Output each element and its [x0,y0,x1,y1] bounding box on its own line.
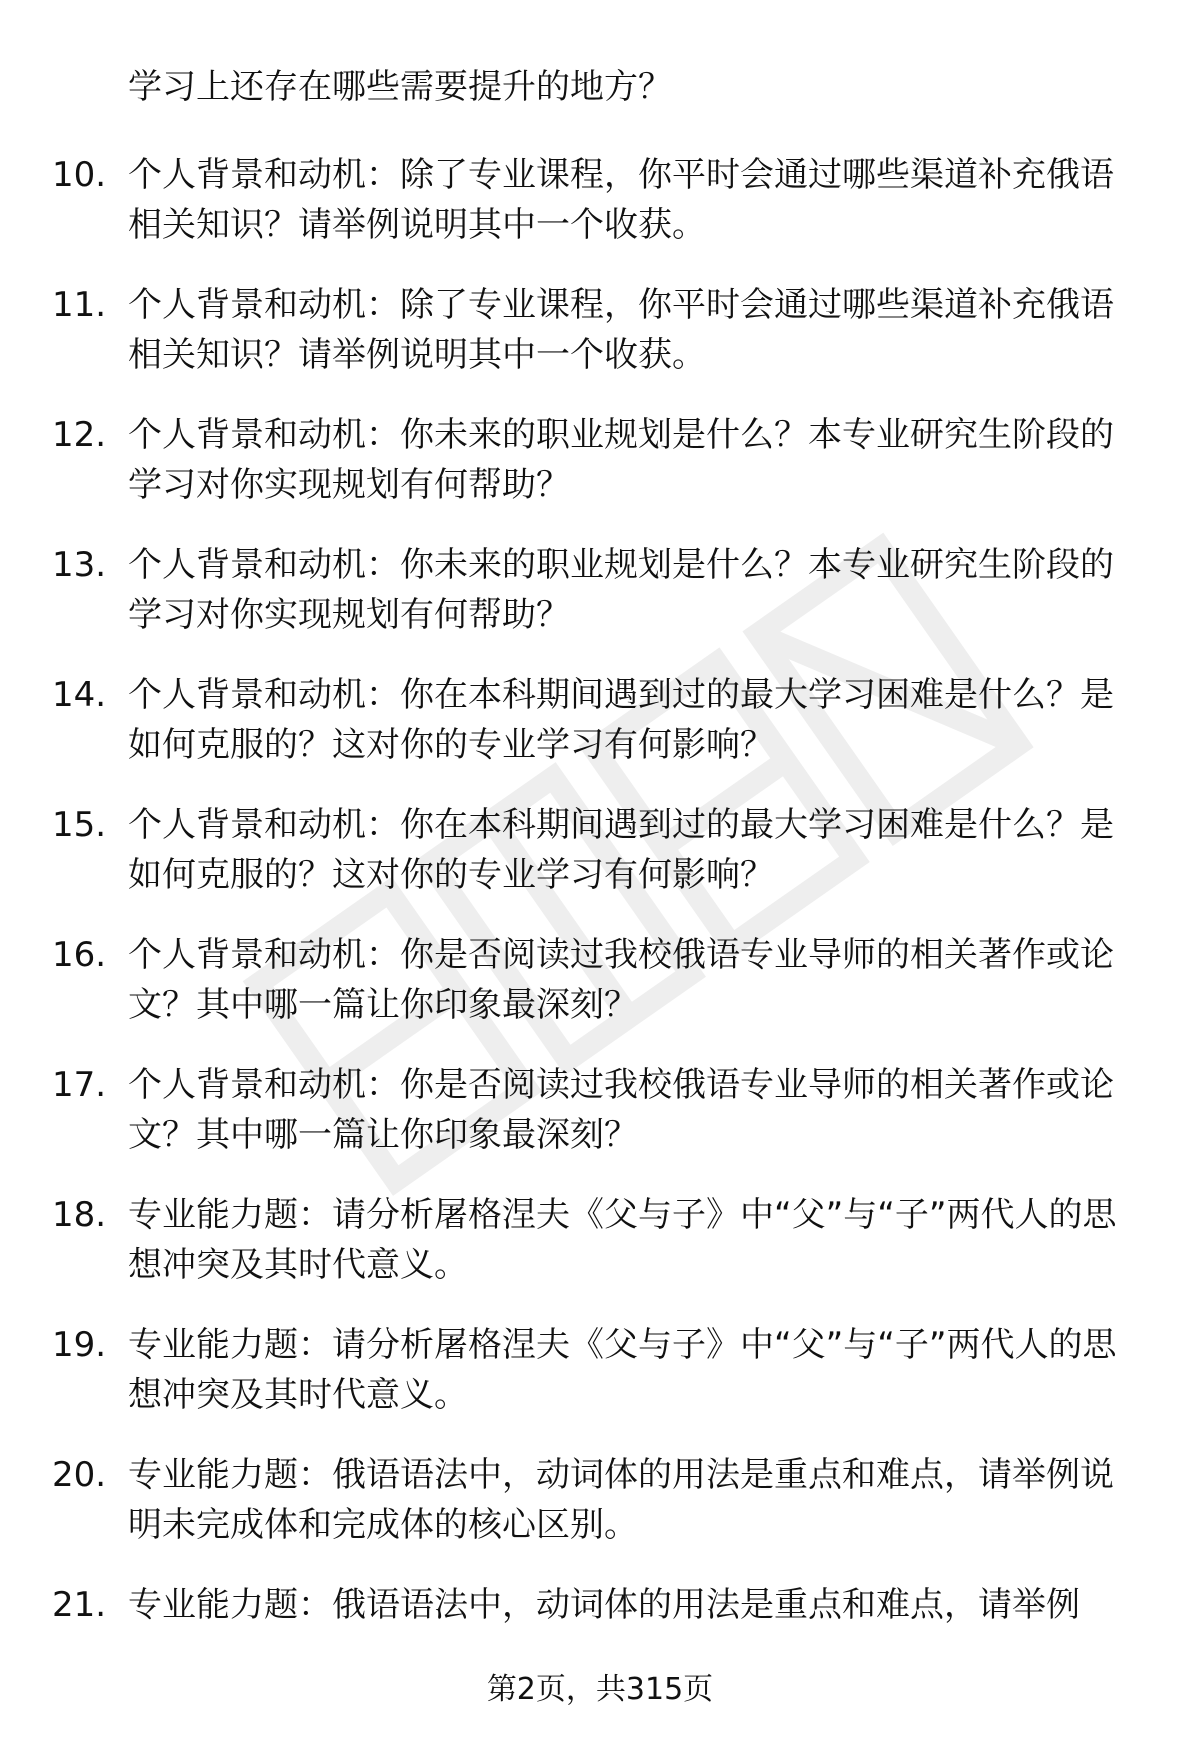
question-number: 12. [52,415,107,455]
question-number: 10. [52,155,107,195]
list-item [0,1190,1200,1320]
list-item [0,150,1200,280]
question-text: 个人背景和动机：除了专业课程，你平时会通过哪些渠道补充俄语相关知识？请举例说明其中一个收获。 [128,285,1114,375]
question-text: 个人背景和动机：你是否阅读过我校俄语专业导师的相关著作或论文？其中哪一篇让你印象最深刻？ [128,935,1114,1025]
question-number: 19. [52,1325,107,1365]
question-number: 14. [52,675,107,715]
list-item [0,1060,1200,1190]
question-text: 个人背景和动机：你未来的职业规划是什么？本专业研究生阶段的学习对你实现规划有何帮助？ [128,415,1114,505]
question-text: 个人背景和动机：你未来的职业规划是什么？本专业研究生阶段的学习对你实现规划有何帮助？ [128,545,1114,635]
question-number: 15. [52,805,107,845]
question-text: 专业能力题：俄语语法中，动词体的用法是重点和难点，请举例 [128,1585,1080,1625]
question-list [0,150,1200,1710]
question-text: 专业能力题：请分析屠格涅夫《父与子》中“父”与“子”两代人的思想冲突及其时代意义。 [128,1325,1117,1415]
question-text: 个人背景和动机：除了专业课程，你平时会通过哪些渠道补充俄语相关知识？请举例说明其中一个收获。 [128,155,1114,245]
list-item [0,1320,1200,1450]
list-item [0,410,1200,540]
question-text: 个人背景和动机：你在本科期间遇到过的最大学习困难是什么？是如何克服的？这对你的专业学习有何影响？ [128,675,1114,765]
question-number: 16. [52,935,107,975]
list-item [0,670,1200,800]
question-text: 个人背景和动机：你是否阅读过我校俄语专业导师的相关著作或论文？其中哪一篇让你印象最深刻？ [128,1065,1114,1155]
question-number: 18. [52,1195,107,1235]
list-item [0,540,1200,670]
question-number: 20. [52,1455,107,1495]
list-item [0,800,1200,930]
question-text: 专业能力题：俄语语法中，动词体的用法是重点和难点，请举例说明未完成体和完成体的核心区别。 [128,1455,1114,1545]
question-number: 17. [52,1065,107,1105]
question-text: 个人背景和动机：你在本科期间遇到过的最大学习困难是什么？是如何克服的？这对你的专业学习有何影响？ [128,805,1114,895]
page-footer: 第2页，共315页 [486,1672,714,1707]
question-text: 专业能力题：请分析屠格涅夫《父与子》中“父”与“子”两代人的思想冲突及其时代意义。 [128,1195,1117,1285]
question-number: 11. [52,285,107,325]
question-number: 13. [52,545,107,585]
continuation-text: 学习上还存在哪些需要提升的地方？ [128,67,672,107]
list-item [0,930,1200,1060]
list-item [0,280,1200,410]
question-number: 21. [52,1585,107,1625]
list-item [0,1450,1200,1580]
